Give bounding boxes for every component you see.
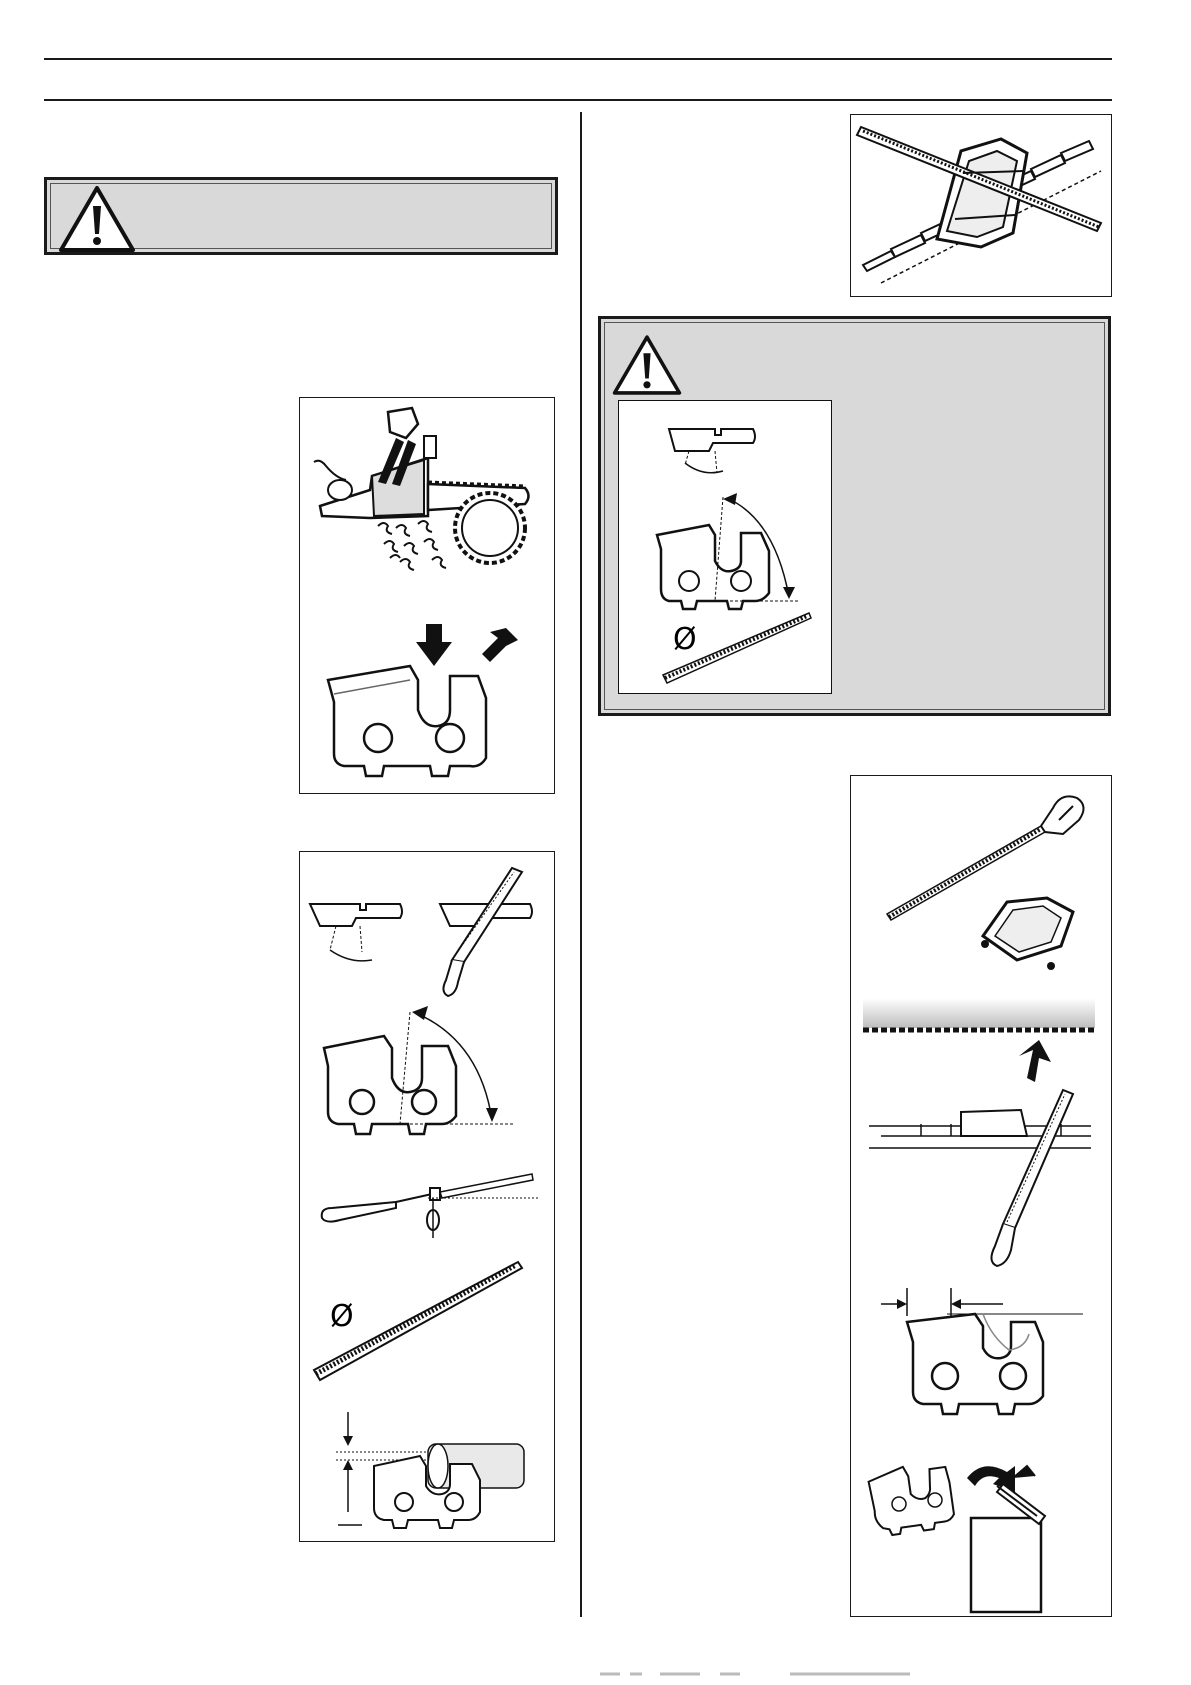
figure-file-holder <box>850 114 1112 297</box>
warning-triangle-icon <box>57 184 137 254</box>
warning-box-left <box>44 177 558 255</box>
header-rule-bottom <box>44 99 1112 101</box>
warning-inset-figure <box>618 400 832 694</box>
diameter-symbol: Ø <box>330 1299 354 1334</box>
figure-cutting-chips <box>299 397 555 794</box>
chainsaw-cutting-icon <box>300 398 553 792</box>
column-divider <box>580 112 582 1617</box>
waste-bin-icon <box>971 1466 1045 1612</box>
file-gauge-icon <box>374 1456 480 1528</box>
warning-triangle-icon <box>611 333 683 397</box>
figure-filing-angles <box>299 851 555 1542</box>
diameter-symbol: Ø <box>673 622 697 657</box>
saw-tooth-icon <box>328 624 518 776</box>
header-rule-top <box>44 58 1112 60</box>
footer-marks <box>590 1664 990 1684</box>
warning-box-right <box>598 316 1111 716</box>
figure-filing-technique <box>850 775 1112 1617</box>
